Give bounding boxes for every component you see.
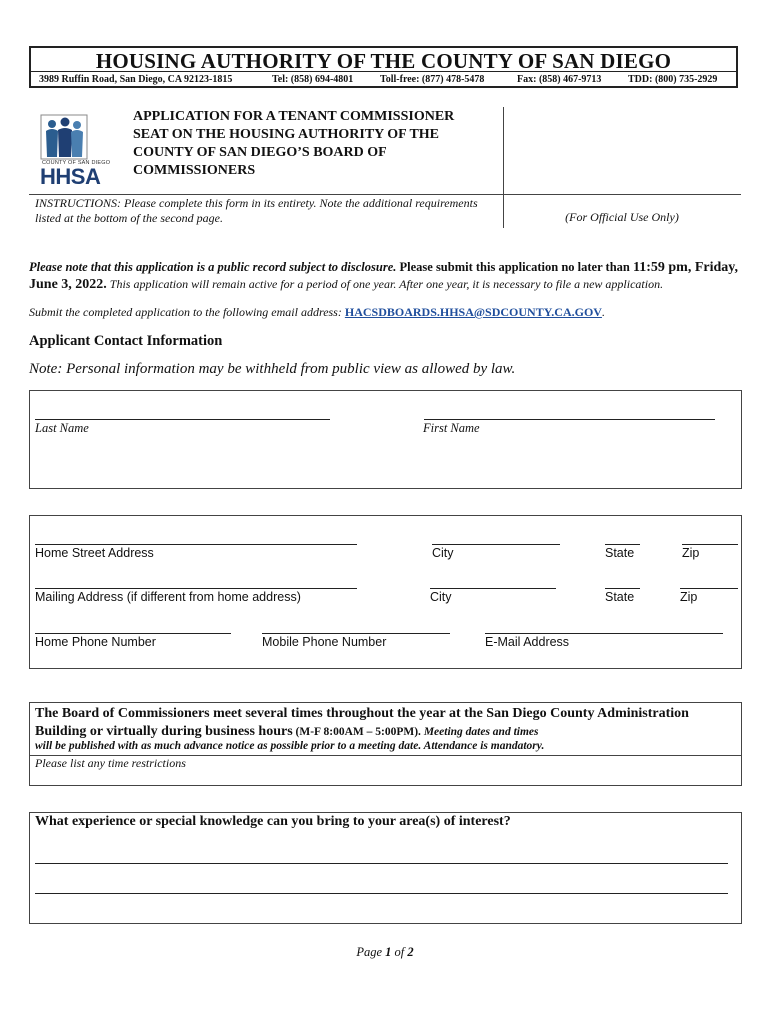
agency-address: 3989 Ruffin Road, San Diego, CA 92123-1815 <box>39 74 233 85</box>
experience-question: What experience or special knowledge can you bring to your area(s) of interest? <box>35 814 511 829</box>
agency-fax: Fax: (858) 467-9713 <box>517 74 602 85</box>
first-name-label: First Name <box>423 421 480 435</box>
city-label: City <box>432 546 454 560</box>
official-use-label: (For Official Use Only) <box>565 210 679 224</box>
instructions <box>35 196 495 226</box>
page-number <box>0 945 770 960</box>
agency-tollfree: Toll-free: (877) 478-5478 <box>380 74 485 85</box>
submit-period: . <box>601 305 605 319</box>
first-name-field[interactable] <box>424 419 715 420</box>
city-field[interactable] <box>432 544 560 545</box>
zip-label: Zip <box>682 546 700 560</box>
deadline-text: Please submit this application no later than <box>396 260 633 274</box>
title-block-rule <box>29 194 741 195</box>
agency-title: HOUSING AUTHORITY OF THE COUNTY OF SAN DIEGO <box>95 49 672 73</box>
home-street-field[interactable] <box>35 544 357 545</box>
email-field[interactable] <box>485 633 723 634</box>
active-period-note: This application will remain active for a period of one year. After one year, it is necessary to file a new application. <box>106 277 664 291</box>
board-main-text: The Board of Commissioners meet several times throughout the year at the San Diego County Administration Building or virtually during business hours <box>35 706 689 739</box>
mailing-state-label: State <box>605 590 635 604</box>
contact-section-heading: Applicant Contact Information <box>29 333 223 349</box>
mailing-city-field[interactable] <box>430 588 556 589</box>
email-label: E-Mail Address <box>485 635 570 649</box>
page-total: 2 <box>407 945 414 959</box>
mobile-phone-label: Mobile Phone Number <box>262 635 387 649</box>
last-name-label: Last Name <box>35 421 89 435</box>
name-section-box <box>29 390 742 489</box>
board-hours: (M-F 8:00AM – 5:00PM). <box>292 726 421 738</box>
page-of: of <box>391 945 408 959</box>
home-phone-label: Home Phone Number <box>35 635 156 649</box>
experience-answer-line-2[interactable] <box>35 893 728 894</box>
logo-county-text: COUNTY OF SAN DIEGO <box>42 160 111 166</box>
mailing-address-label: Mailing Address (if different from home address) <box>35 590 301 604</box>
application-title: APPLICATION FOR A TENANT COMMISSIONER SEAT ON THE HOUSING AUTHORITY OF THE COUNTY OF SAN DIEGO’S BOARD OF COMMISSIONERS <box>133 109 455 178</box>
board-meeting-text <box>35 705 735 741</box>
state-field[interactable] <box>605 544 640 545</box>
mailing-zip-field[interactable] <box>680 588 738 589</box>
board-publish-note: will be published with as much advance notice as possible prior to a meeting date. Attendance is mandatory. <box>35 740 545 752</box>
privacy-note: Note: Personal information may be withheld from public view as allowed by law. <box>29 361 516 377</box>
board-dates-note: Meeting dates and times <box>420 726 539 738</box>
submit-instructions <box>29 305 745 320</box>
mobile-phone-field[interactable] <box>262 633 450 634</box>
submit-text: Submit the completed application to the following email address: <box>29 305 345 319</box>
mailing-address-field[interactable] <box>35 588 357 589</box>
deadline-time: 11:59 <box>632 260 665 275</box>
submission-notice <box>29 259 745 293</box>
zip-field[interactable] <box>682 544 738 545</box>
state-label: State <box>605 546 635 560</box>
hhsa-logo <box>38 113 116 191</box>
instructions-text: : Please complete this form in its entirety. Note the additional requirements listed at the bottom of the second page. <box>35 196 478 225</box>
time-restrictions-field[interactable]: Please list any time restrictions <box>35 756 186 770</box>
header-box <box>29 46 738 88</box>
logo-brand-text: HHSA <box>40 164 101 189</box>
mailing-city-label: City <box>430 590 452 604</box>
last-name-field[interactable] <box>35 419 330 420</box>
agency-tdd: TDD: (800) 735-2929 <box>628 74 718 85</box>
header-divider <box>31 71 736 72</box>
instructions-label: INSTRUCTIONS <box>35 196 118 210</box>
submission-email-link[interactable]: HACSDBOARDS.HHSA@SDCOUNTY.CA.GOV <box>344 305 602 319</box>
deadline-date: pm, Friday, June 3, 2022. <box>29 260 738 292</box>
experience-answer-line-1[interactable] <box>35 863 728 864</box>
home-phone-field[interactable] <box>35 633 231 634</box>
page-current: 1 <box>385 945 392 959</box>
agency-phone: Tel: (858) 694-4801 <box>272 74 354 85</box>
page-prefix: Page <box>356 945 386 959</box>
mailing-zip-label: Zip <box>680 590 698 604</box>
mailing-state-field[interactable] <box>605 588 640 589</box>
disclosure-note: Please note that this application is a public record subject to disclosure. <box>29 260 397 274</box>
home-street-label: Home Street Address <box>35 546 154 560</box>
